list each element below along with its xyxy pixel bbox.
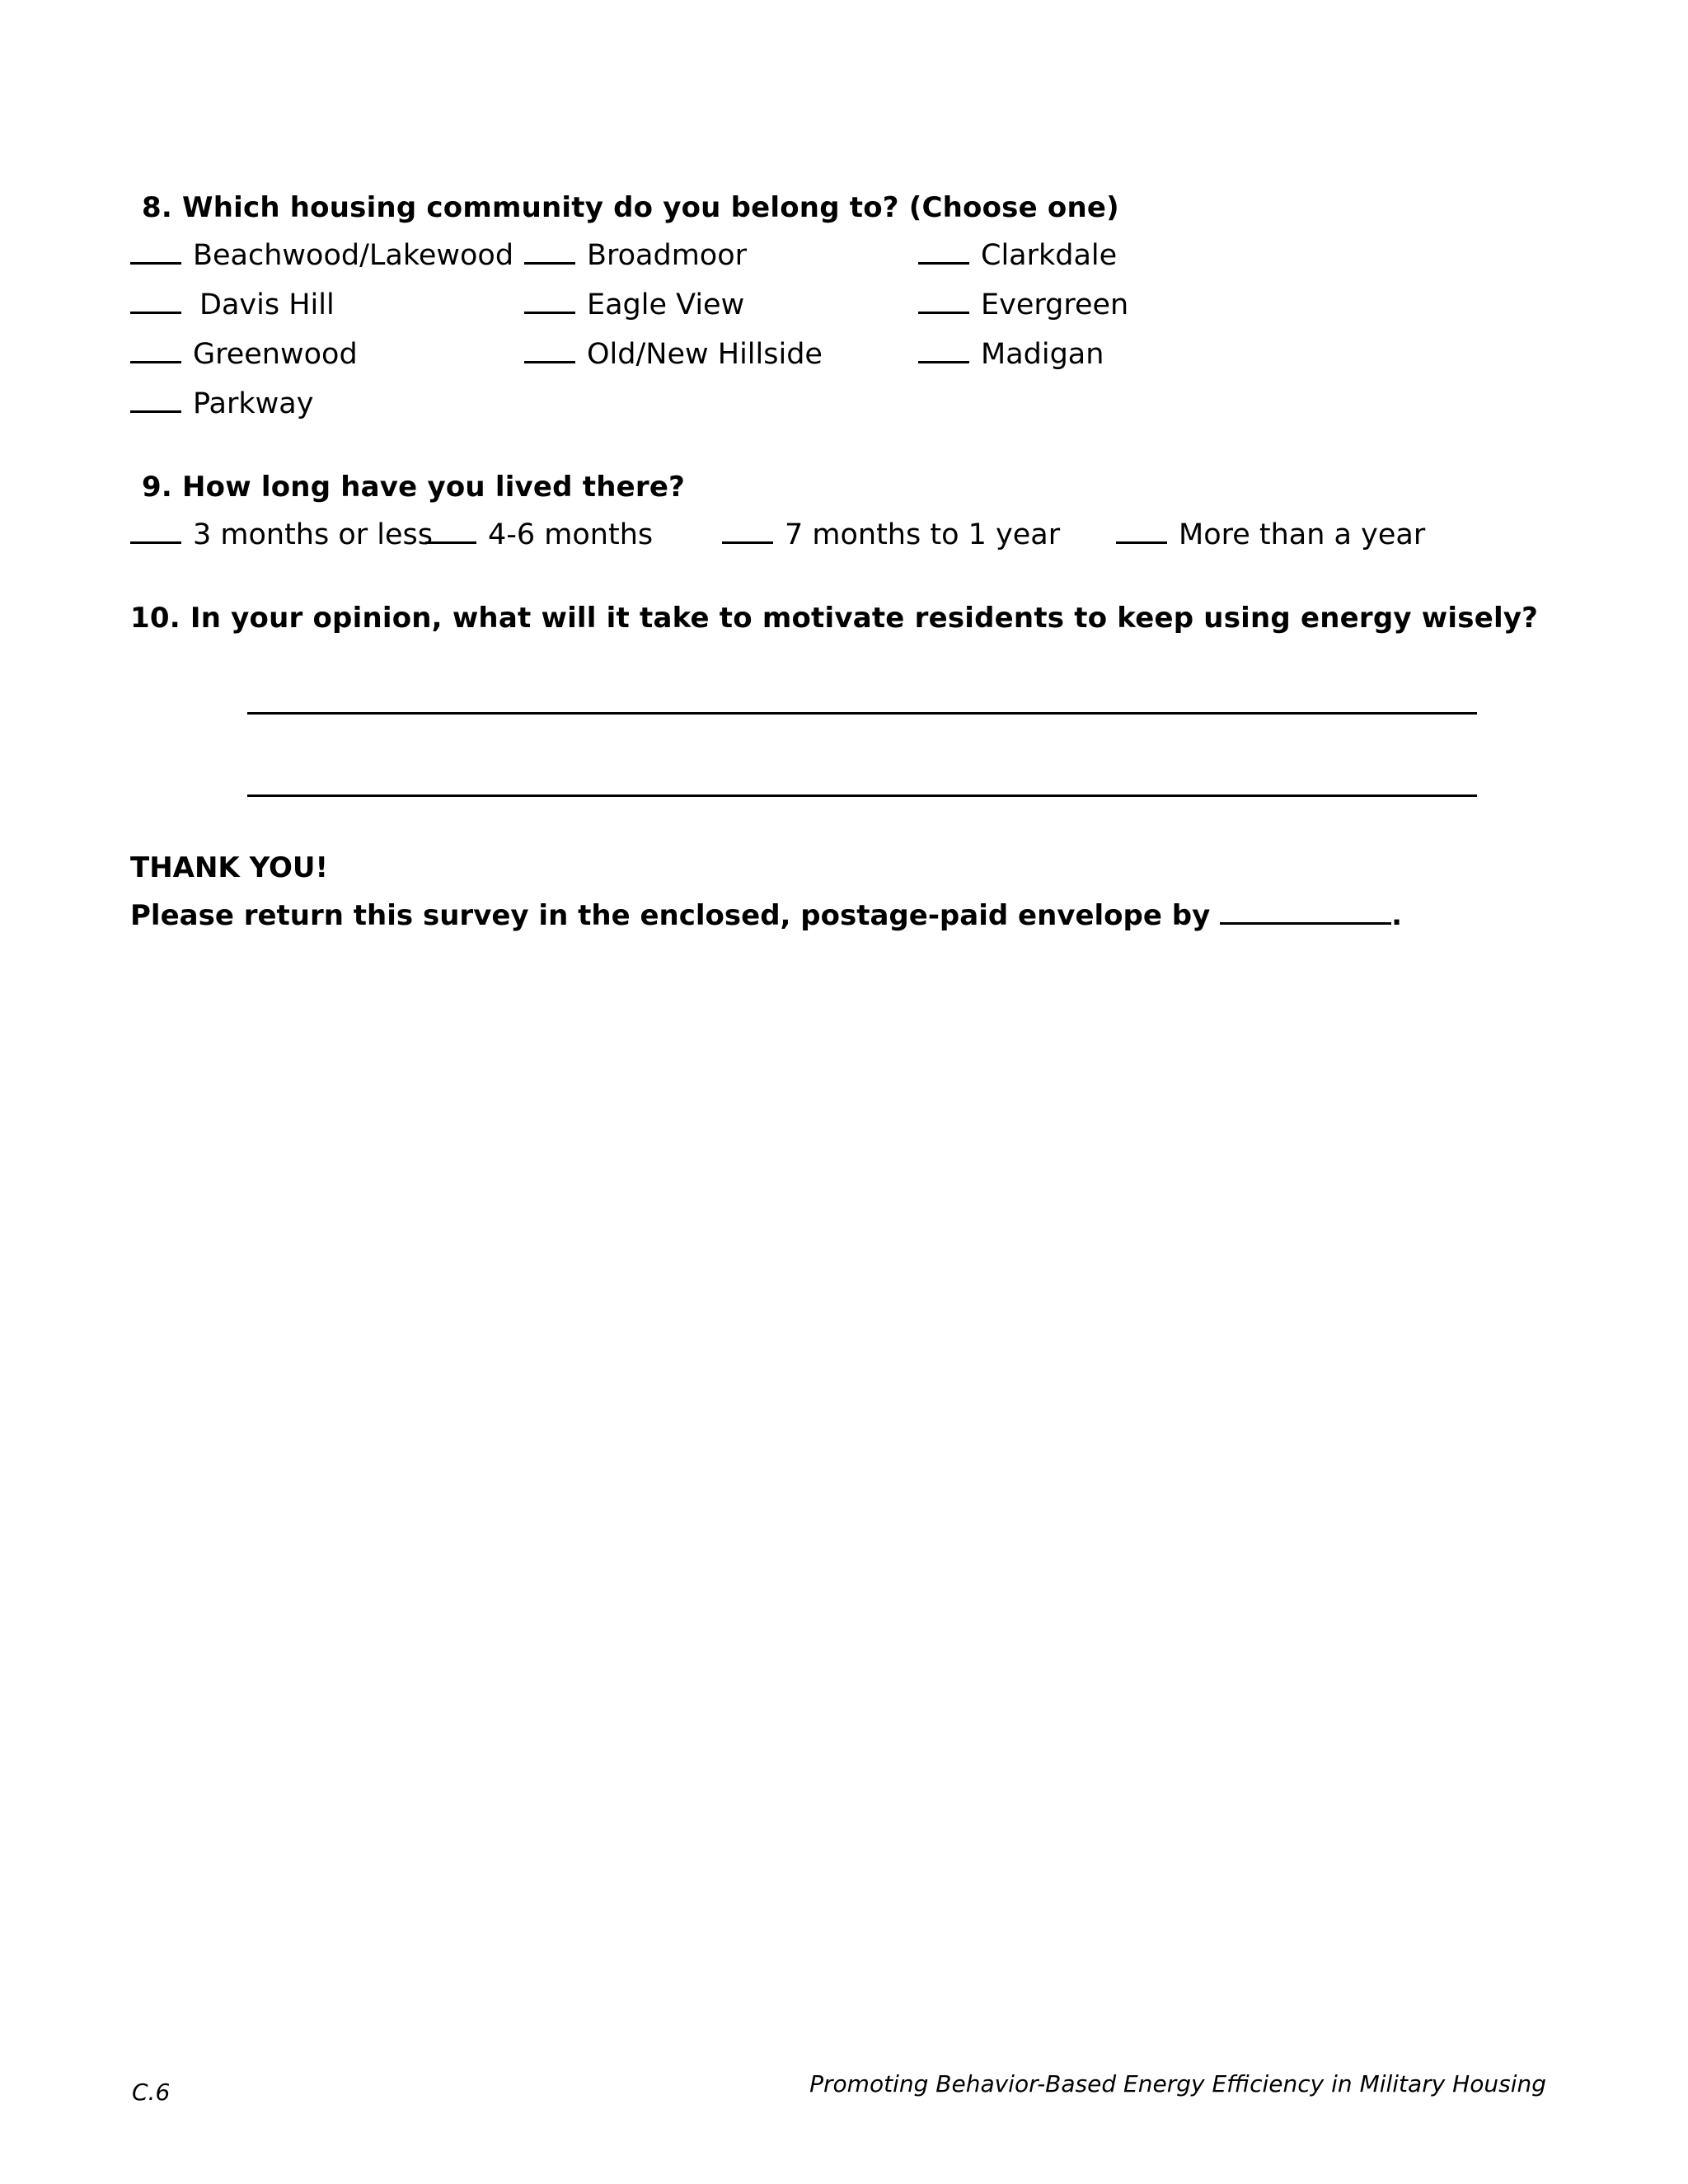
answer-blank[interactable] — [425, 520, 476, 544]
option-label: Old/New Hillside — [587, 338, 823, 371]
return-date-blank[interactable] — [1220, 901, 1391, 925]
option-label: Madigan — [981, 338, 1104, 371]
answer-blank[interactable] — [918, 340, 969, 363]
option-7-months-to-1-year[interactable] — [722, 518, 1060, 551]
answer-blank[interactable] — [130, 520, 181, 544]
option-label: 4-6 months — [488, 518, 654, 551]
page-number: C.6 — [132, 2079, 171, 2106]
option-clarkdale[interactable] — [918, 239, 1117, 272]
option-label: More than a year — [1179, 518, 1426, 551]
option-beachwood-lakewood[interactable] — [130, 239, 513, 272]
option-label: Greenwood — [193, 338, 358, 371]
answer-blank[interactable] — [524, 340, 575, 363]
answer-blank[interactable] — [524, 290, 575, 314]
option-greenwood[interactable] — [130, 338, 358, 371]
answer-blank[interactable] — [918, 241, 969, 265]
answer-blank[interactable] — [722, 520, 773, 544]
option-old-new-hillside[interactable] — [524, 338, 823, 371]
return-instructions-suffix: . — [1391, 899, 1403, 932]
option-more-than-a-year[interactable] — [1116, 518, 1425, 551]
option-madigan[interactable] — [918, 338, 1104, 371]
answer-line-2[interactable] — [247, 794, 1477, 797]
option-4-6-months[interactable] — [425, 518, 653, 551]
thank-you-heading: THANK YOU! — [130, 851, 329, 884]
question-10-title: 10. In your opinion, what will it take to motivate residents to keep using energy wisely? — [130, 602, 1539, 635]
answer-blank[interactable] — [1116, 520, 1167, 544]
answer-blank[interactable] — [918, 290, 969, 314]
option-label: Clarkdale — [981, 239, 1118, 272]
option-label: 7 months to 1 year — [785, 518, 1061, 551]
answer-blank[interactable] — [130, 389, 181, 413]
return-instructions — [130, 899, 1402, 932]
option-label: Beachwood/Lakewood — [193, 239, 514, 272]
answer-blank[interactable] — [130, 241, 181, 265]
option-parkway[interactable] — [130, 387, 313, 420]
option-3-months-or-less[interactable] — [130, 518, 433, 551]
question-9-title: 9. How long have you lived there? — [142, 471, 686, 504]
answer-blank[interactable] — [130, 290, 181, 314]
option-label: Parkway — [193, 387, 314, 420]
option-label: Evergreen — [981, 288, 1129, 321]
option-davis-hill[interactable] — [130, 288, 335, 321]
option-label: 3 months or less — [193, 518, 434, 551]
option-eagle-view[interactable] — [524, 288, 744, 321]
answer-blank[interactable] — [524, 241, 575, 265]
answer-blank[interactable] — [130, 340, 181, 363]
return-instructions-text: Please return this survey in the enclosed, postage-paid envelope by — [130, 899, 1211, 932]
option-label: Eagle View — [587, 288, 745, 321]
question-8-title: 8. Which housing community do you belong to? (Choose one) — [142, 191, 1119, 224]
option-evergreen[interactable] — [918, 288, 1128, 321]
document-title: Promoting Behavior-Based Energy Efficiency in Military Housing — [809, 2070, 1546, 2097]
option-broadmoor[interactable] — [524, 239, 747, 272]
option-label: Davis Hill — [199, 288, 335, 321]
answer-line-1[interactable] — [247, 712, 1477, 715]
option-label: Broadmoor — [587, 239, 748, 272]
